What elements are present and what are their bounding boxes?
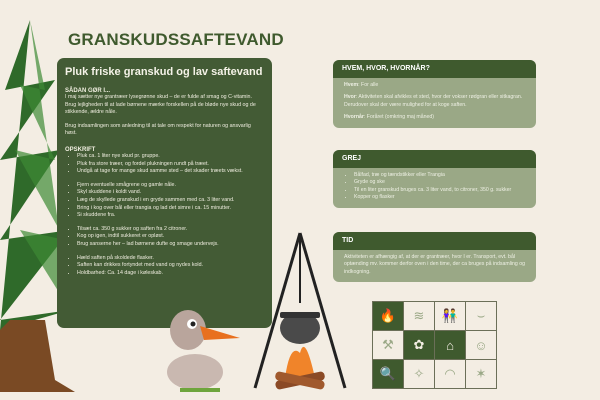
gear-item: • Gryde og ske [354,179,525,187]
where-text: : Aktiviteten skal afvikles et sted, hvor der vokser rødgran eller sitkagran. Derudover skal der være mulighed for at koge saften. [344,94,523,108]
how-paragraph: Brug indsamlingen som anledning til at tale om respekt for naturen og ansvarlig høst. [65,122,251,137]
recipe-step: • Saften kan drikkes fortyndet med vand og nydes kold. [77,262,264,270]
flower-icon: ✿ [404,331,434,359]
gear-list [344,172,525,202]
who-where-when-box [333,60,536,128]
recipe-list [65,153,264,277]
rainbow-icon: ◠ [435,360,465,388]
time-text: Aktiviteten er afhængig af, at der er grantræer, hvor I er. Transport, evt. bål optænding mv. kommer derfor oven i den time, der ca bruges på indsamling og indkogning. [344,253,525,275]
how-paragraph: I maj sætter nye grantræer lysegrønne skud – de er fulde af smag og C-vitamin. Brug lejligheden til at lade børnene mærke forskellen på de bløde nye skud og de stikkende, ældre nåle. [65,94,256,116]
gear-item: • Bålfad, træ og tændstikker eller Trangia [354,172,525,180]
recipe-group [65,226,264,249]
card-heading: Pluk friske granskud og lav saftevand [65,66,263,78]
recipe-step: • Brug sanserne her – lad børnene dufte og smage undervejs. [77,241,264,249]
recipe-step: • Holdbarhed: Ca. 14 dage i køleskab. [77,270,264,278]
recipe-group [65,255,264,278]
duck-illustration [160,300,245,395]
recipe-step: • Tilsæt ca. 350 g sukker og saften fra 2 citroner. [77,226,264,234]
hammock-icon: ⌣ [466,302,496,330]
box-heading: TID [333,232,536,250]
fire-icon: 🔥 [373,302,403,330]
recipe-group [65,153,264,176]
recipe-step: • Si skuddene fra. [77,212,264,220]
who-text: : For alle [358,81,379,88]
recipe-step: • Skyl skuddene i koldt vand. [77,189,264,197]
tools-icon: ⚒ [373,331,403,359]
activity-icon-grid [372,301,497,389]
recipe-step: • Pluk ca. 1 liter nye skud pr. gruppe. [77,153,264,161]
recipe-group [65,182,264,220]
gear-box [333,150,536,208]
campfire-tripod-illustration [245,228,355,398]
box-heading: HVEM, HVOR, HVORNÅR? [333,60,536,78]
magnifier-icon: 🔍 [373,360,403,388]
when-label: Hvornår [344,114,364,120]
recipe-step: • Læg de skyllede granskud i en gryde sammen med ca. 3 liter vand. [77,197,264,205]
who-label: Hvem [344,81,359,88]
animal-icon: ✶ [466,360,496,388]
gear-item: • Kopper og flasker [354,194,525,202]
children-icon: 👫 [435,302,465,330]
recipe-step: • Undgå at tage for mange skud samme sted – det skader træets vækst. [77,168,264,176]
how-heading: SÅDAN GØR I... [65,88,111,94]
mushroom-icon: ⌂ [435,331,465,359]
waves-icon: ≋ [404,302,434,330]
when-text: : Foråret (omkring maj måned) [363,114,434,120]
where-label: Hvor [344,94,356,100]
recipe-step: • Bring i kog over bål eller trangia og lad det simre i ca. 15 minutter. [77,205,264,213]
person-icon: ☺ [466,331,496,359]
page-title: GRANSKUDSSAFTEVAND [68,30,284,49]
time-box [333,232,536,282]
recipe-heading: OPSKRIFT [65,146,96,153]
recipe-step: • Pluk fra store træer, og fordel plukningen rundt på træet. [77,161,264,169]
gear-item: • Til en liter granskud bruges ca. 3 liter vand, to citroner, 350 g. sukker [354,187,525,195]
recipe-step: • Fjern eventuelle smågrene og gamle nåle. [77,182,264,190]
instructions-card [57,58,272,328]
recipe-step: • Kog op igen, indtil sukkeret er opløst. [77,233,264,241]
box-heading: GREJ [333,150,536,168]
recipe-step: • Hæld saften på skoldede flasker. [77,255,264,263]
stars-icon: ✧ [404,360,434,388]
